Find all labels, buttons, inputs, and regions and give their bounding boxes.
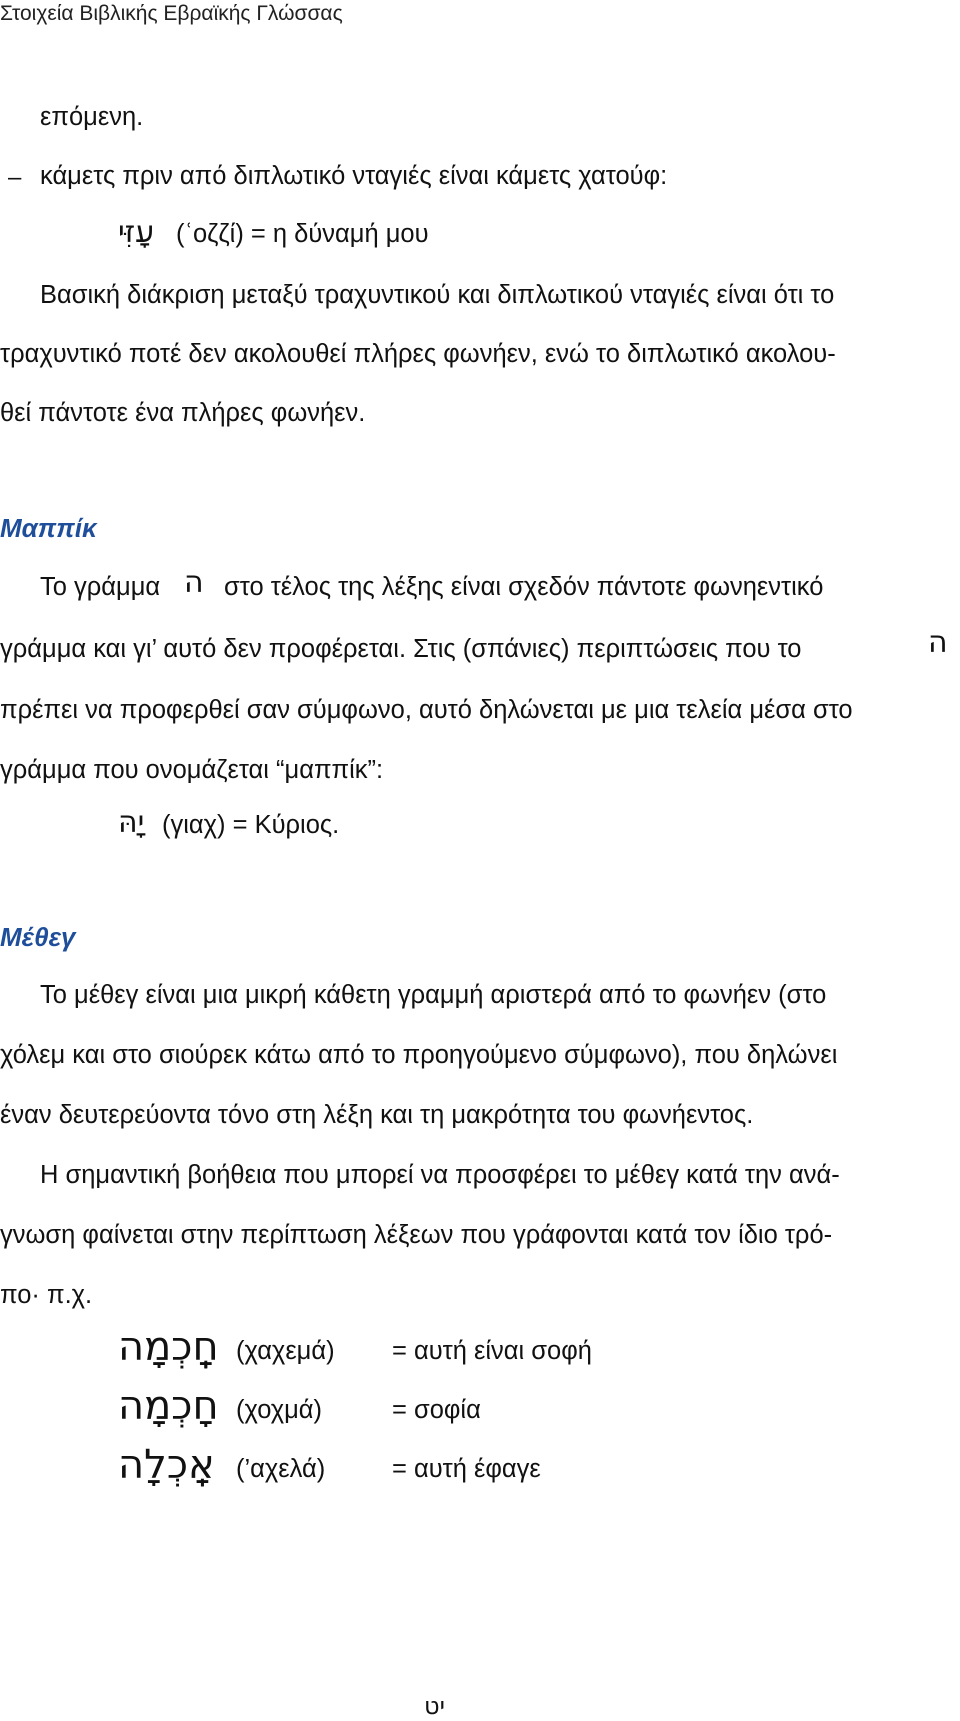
- page-number: יט: [424, 1692, 445, 1720]
- paragraph-line: έναν δευτερεύοντα τόνο στη λέξη και τη μακρότητα του φωνήεντος.: [0, 1101, 754, 1129]
- running-header: Στοιχεία Βιβλικής Εβραϊκής Γλώσσας: [0, 2, 343, 25]
- paragraph-line: τραχυντικό ποτέ δεν ακολουθεί πλήρες φωνήεν, ενώ το διπλωτικό ακολου-: [0, 340, 836, 368]
- bullet-dash: –: [8, 164, 22, 191]
- paragraph-line: πο· π.χ.: [0, 1281, 93, 1309]
- translit-chachema: (χαχεμά): [236, 1337, 335, 1365]
- paragraph-line: γράμμα που ονομάζεται “μαππίκ”:: [0, 756, 384, 784]
- translit-achela: (’αχελά): [236, 1455, 326, 1483]
- paragraph-line: χόλεμ και στο σιούρεκ κάτω από το προηγούμενο σύμφωνο), που δηλώνει: [0, 1041, 838, 1069]
- hebrew-example-chochma: חָכְמָה: [118, 1383, 219, 1429]
- section-title-metheg: Μέθεγ: [0, 922, 76, 952]
- paragraph-line: γράμμα και γι’ αυτό δεν προφέρεται. Στις (σπάνιες) περιπτώσεις που το: [0, 635, 802, 663]
- hebrew-example-chachema: חָֽכְמָה: [118, 1324, 219, 1370]
- translit-ozzi: (ʿοζζί) = η δύναμή μου: [176, 220, 429, 248]
- intro-line: επόμενη.: [40, 103, 144, 131]
- meaning-achela: = αυτή έφαγε: [392, 1455, 541, 1483]
- paragraph-line: Το μέθεγ είναι μια μικρή κάθετη γραμμή αριστερά από το φωνήεν (στο: [40, 981, 827, 1009]
- hebrew-example-ozzi: עָזִּי: [118, 215, 155, 250]
- paragraph-line: Η σημαντική βοήθεια που μπορεί να προσφέρει το μέθεγ κατά την ανά-: [40, 1161, 840, 1189]
- translit-yah: (γιαχ) = Κύριος.: [162, 811, 340, 839]
- hebrew-letter-he: ה: [184, 565, 204, 600]
- translit-chochma: (χοχμά): [236, 1396, 323, 1424]
- paragraph-line: γνωση φαίνεται στην περίπτωση λέξεων που γράφονται κατά τον ίδιο τρό-: [0, 1221, 833, 1249]
- meaning-chachema: = αυτή είναι σοφή: [392, 1337, 592, 1365]
- mappik-line-rest: στο τέλος της λέξης είναι σχεδόν πάντοτε φωνηεντικό: [224, 573, 824, 601]
- bullet-text: κάμετς πριν από διπλωτικό νταγιές είναι κάμετς χατούφ:: [40, 162, 668, 190]
- paragraph-line: πρέπει να προφερθεί σαν σύμφωνο, αυτό δηλώνεται με μια τελεία μέσα στο: [0, 696, 853, 724]
- meaning-chochma: = σοφία: [392, 1396, 481, 1424]
- hebrew-letter-he: ה: [928, 625, 948, 660]
- mappik-line-start: Το γράμμα: [40, 573, 161, 601]
- hebrew-example-yah: יָהּ: [118, 805, 145, 840]
- paragraph-line: Βασική διάκριση μεταξύ τραχυντικού και διπλωτικού νταγιές είναι ότι το: [40, 281, 835, 309]
- hebrew-example-achela: אָֽכְלָה: [118, 1442, 215, 1488]
- section-title-mappik: Μαππίκ: [0, 513, 97, 543]
- paragraph-line: θεί πάντοτε ένα πλήρες φωνήεν.: [0, 399, 366, 427]
